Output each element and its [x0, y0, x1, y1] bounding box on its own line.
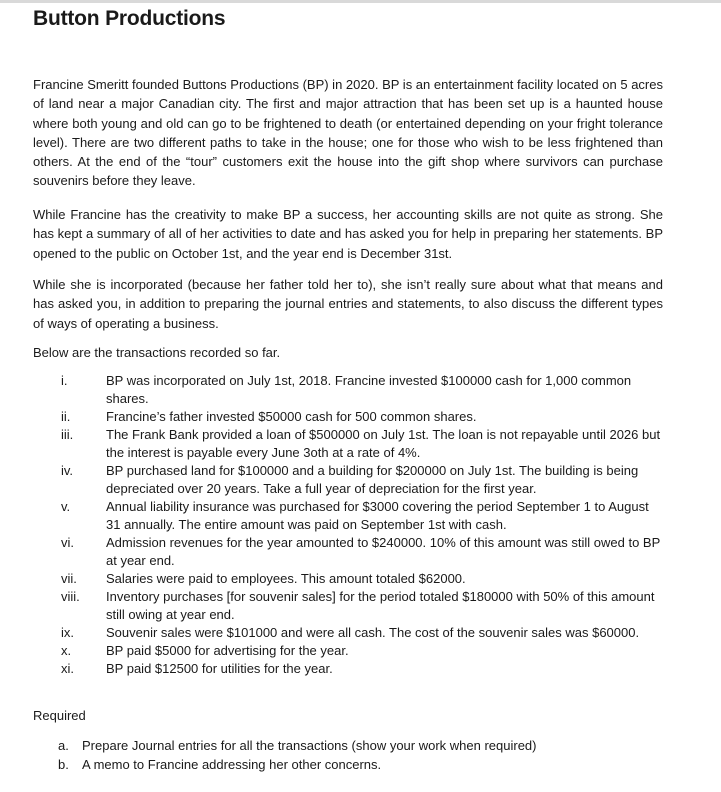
list-item-text: BP was incorporated on July 1st, 2018. Francine invested $100000 cash for 1,000 common shares. [106, 373, 632, 406]
incorporation-paragraph: While she is incorporated (because her father told her to), she isn’t really sure about what that means and has asked you, in addition to preparing the journal entries and statements, to also discuss the different types of ways of operating a business. [33, 277, 663, 331]
list-item-text: BP paid $5000 for advertising for the year. [106, 643, 349, 658]
intro-paragraph: Francine Smeritt founded Buttons Productions (BP) in 2020. BP is an entertainment facility located on 5 acres of land near a major Canadian city. The first and major attraction that has been set up is a haunted house where both young and old can go to be frightened to death (or entertained depending on your fright tolerance level). There are two different paths to take in the house; one for those who wish to be less frightened than others. At the end of the “tour” customers exit the house into the gift shop where survivors can purchase souvenirs before they leave. [33, 77, 663, 189]
page-title: Button Productions [33, 7, 226, 30]
list-item-number: v. [61, 499, 71, 514]
required-item-letter: b. [58, 757, 69, 772]
list-item-number: i. [61, 373, 68, 388]
list-item-number: ix. [61, 625, 74, 640]
list-item-number: iv. [61, 463, 74, 478]
required-item-letter: a. [58, 738, 69, 753]
list-item-text: Salaries were paid to employees. This amount totaled $62000. [106, 571, 466, 586]
transactions-intro: Below are the transactions recorded so far. [33, 345, 281, 360]
accounting-paragraph: While Francine has the creativity to make BP a success, her accounting skills are not quite as strong. She has kept a summary of all of her activities to date and has asked you for help in preparing her statements. BP opened to the public on October 1st, and the year end is December 31st. [33, 207, 663, 261]
required-heading: Required [33, 708, 86, 723]
list-item-text: BP purchased land for $100000 and a building for $200000 on July 1st. The building is being depreciated over 20 years. Take a full year of depreciation for the first year. [106, 463, 639, 496]
list-item-number: x. [61, 643, 72, 658]
list-item-number: vii. [61, 571, 77, 586]
list-item-number: xi. [61, 661, 74, 676]
list-item-text: The Frank Bank provided a loan of $500000 on July 1st. The loan is not repayable until 2026 but the interest is payable every June 3oth at a rate of 4%. [106, 427, 661, 460]
list-item-text: BP paid $12500 for utilities for the year. [106, 661, 333, 676]
list-item-number: iii. [61, 427, 74, 442]
list-item-text: Souvenir sales were $101000 and were all cash. The cost of the souvenir sales was $60000. [106, 625, 640, 640]
list-item-text: Francine’s father invested $50000 cash for 500 common shares. [106, 409, 477, 424]
list-item-text: Annual liability insurance was purchased for $3000 covering the period September 1 to August 31 annually. The entire amount was paid on September 1st with cash. [106, 499, 649, 532]
required-item-text: Prepare Journal entries for all the transactions (show your work when required) [82, 738, 537, 753]
list-item-text: Inventory purchases [for souvenir sales] for the period totaled $180000 with 50% of this amount still owing at year end. [106, 589, 655, 622]
required-item-text: A memo to Francine addressing her other concerns. [82, 757, 382, 772]
list-item-number: ii. [61, 409, 71, 424]
top-border [0, 0, 721, 3]
list-item-number: viii. [61, 589, 80, 604]
list-item-number: vi. [61, 535, 74, 550]
list-item-text: Admission revenues for the year amounted to $240000. 10% of this amount was still owed to BP at year end. [106, 535, 661, 568]
